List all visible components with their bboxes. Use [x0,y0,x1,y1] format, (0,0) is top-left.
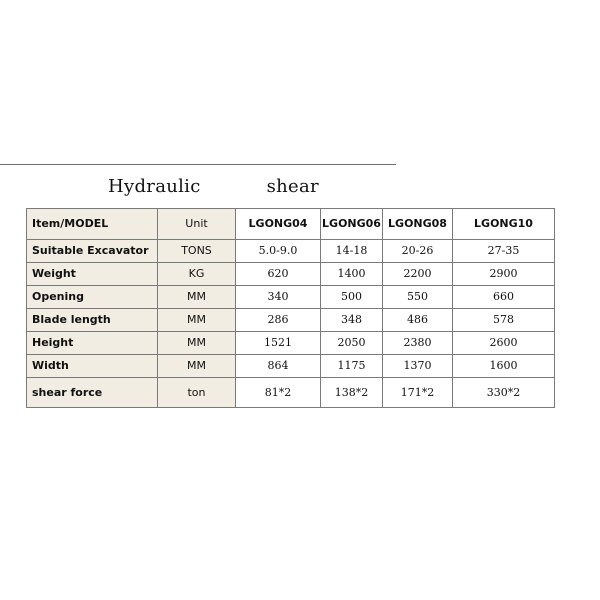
row-value: 620 [236,263,321,286]
row-value: 1370 [383,355,453,378]
row-value: 1521 [236,332,321,355]
row-value: 1175 [321,355,383,378]
header-model-lgong08: LGONG08 [383,209,453,240]
row-value: 1600 [453,355,555,378]
row-label: Height [27,332,158,355]
row-value: 660 [453,286,555,309]
row-unit: TONS [158,240,236,263]
row-unit: MM [158,309,236,332]
row-unit: MM [158,332,236,355]
row-value: 2050 [321,332,383,355]
table-row [27,355,555,378]
top-divider [0,164,396,165]
row-value: 578 [453,309,555,332]
table-row [27,332,555,355]
page-title [108,176,368,198]
table-row [27,240,555,263]
header-model-lgong10: LGONG10 [453,209,555,240]
header-model-lgong04: LGONG04 [236,209,321,240]
row-value: 2600 [453,332,555,355]
row-label: Weight [27,263,158,286]
row-value: 171*2 [383,378,453,408]
header-model-lgong06: LGONG06 [321,209,383,240]
header-item-model: Item/MODEL [27,209,158,240]
row-value: 330*2 [453,378,555,408]
row-value: 500 [321,286,383,309]
row-unit: MM [158,355,236,378]
row-label: Blade length [27,309,158,332]
row-value: 286 [236,309,321,332]
row-value: 138*2 [321,378,383,408]
title-word-shear: shear [266,176,319,197]
row-value: 2380 [383,332,453,355]
row-label: Opening [27,286,158,309]
table-row [27,309,555,332]
row-unit: KG [158,263,236,286]
row-value: 27-35 [453,240,555,263]
row-value: 550 [383,286,453,309]
row-value: 864 [236,355,321,378]
row-value: 2900 [453,263,555,286]
spec-table [26,208,555,408]
row-value: 486 [383,309,453,332]
row-unit: ton [158,378,236,408]
row-value: 81*2 [236,378,321,408]
table-row [27,286,555,309]
row-value: 20-26 [383,240,453,263]
row-value: 1400 [321,263,383,286]
table-row [27,378,555,408]
row-label: Width [27,355,158,378]
title-word-hydraulic: Hydraulic [108,176,201,197]
row-value: 2200 [383,263,453,286]
row-unit: MM [158,286,236,309]
row-value: 340 [236,286,321,309]
row-value: 14-18 [321,240,383,263]
row-label: shear force [27,378,158,408]
row-value: 348 [321,309,383,332]
table-row [27,263,555,286]
row-label: Suitable Excavator [27,240,158,263]
table-header-row [27,209,555,240]
header-unit: Unit [158,209,236,240]
row-value: 5.0-9.0 [236,240,321,263]
